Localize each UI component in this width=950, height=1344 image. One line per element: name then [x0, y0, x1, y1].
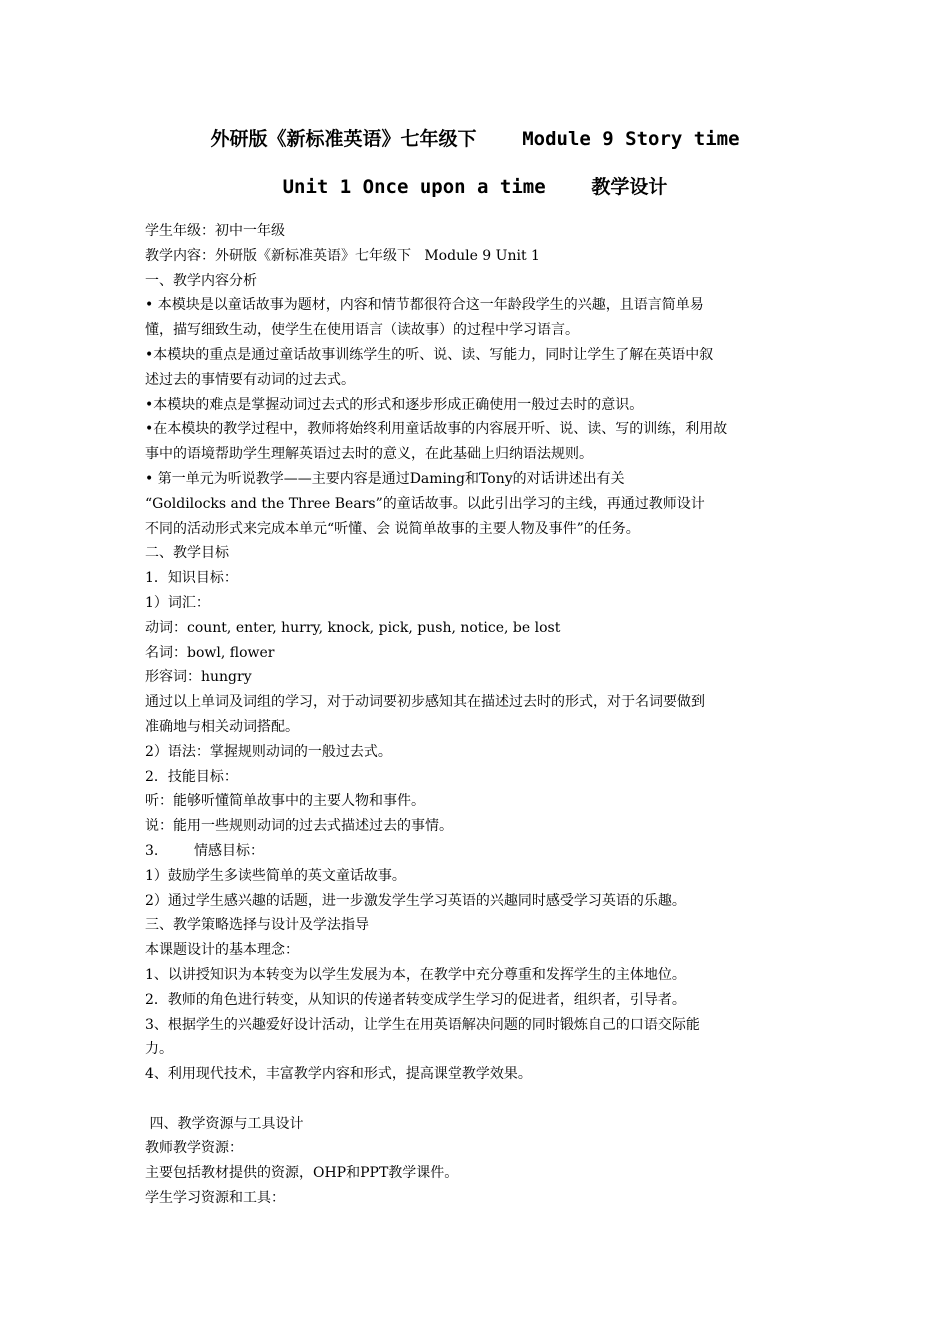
- text-line: 4、利用现代技术，丰富教学内容和形式，提高课堂教学效果。: [145, 1066, 532, 1083]
- text-line: 述过去的事情要有动词的过去式。: [145, 371, 355, 388]
- text-line: 力。: [145, 1041, 173, 1058]
- text-line: 说：能用一些规则动词的过去式描述过去的事情。: [145, 818, 453, 835]
- document-subtitle: Unit 1 Once upon a time 教学设计: [282, 176, 668, 198]
- text-line: 3、根据学生的兴趣爱好设计活动，让学生在用英语解决问题的同时锻炼自己的口语交际能: [145, 1016, 700, 1033]
- text-line: •本模块的难点是掌握动词过去式的形式和逐步形成正确使用一般过去时的意识。: [145, 396, 644, 413]
- text-line: 教师教学资源：: [145, 1140, 243, 1157]
- text-line: 三、教学策略选择与设计及学法指导: [145, 917, 369, 934]
- document-title: 外研版《新标准英语》七年级下 Module 9 Story time: [210, 128, 740, 150]
- text-line: 学生年级：初中一年级: [145, 223, 285, 239]
- text-line: 一、教学内容分析: [145, 272, 257, 289]
- text-line: 懂，描写细致生动，使学生在使用语言（读故事）的过程中学习语言。: [145, 322, 579, 339]
- text-line: 事中的语境帮助学生理解英语过去时的意义，在此基础上归纳语法规则。: [145, 446, 593, 463]
- text-line: 2．技能目标：: [145, 768, 238, 785]
- text-line: 1．知识目标：: [145, 570, 238, 587]
- text-line: •本模块的重点是通过童话故事训练学生的听、说、读、写能力，同时让学生了解在英语中叙: [145, 346, 714, 363]
- text-line: 听：能够听懂简单故事中的主要人物和事件。: [145, 793, 425, 810]
- text-line: 2）语法：掌握规则动词的一般过去式。: [145, 743, 392, 760]
- text-line: 四、教学资源与工具设计: [145, 1115, 304, 1132]
- text-line: 名词：bowl, flower: [145, 644, 275, 661]
- text-line: 教学内容：外研版《新标准英语》七年级下 Module 9 Unit 1: [145, 247, 540, 264]
- text-line: • 本模块是以童话故事为题材，内容和情节都很符合这一年龄段学生的兴趣，且语言简单易: [145, 297, 704, 314]
- text-line: 2）通过学生感兴趣的话题，进一步激发学生学习英语的兴趣同时感受学习英语的乐趣。: [145, 892, 686, 909]
- text-line: “Goldilocks and the Three Bears”的童话故事。以此引出学习的主线，再通过教师设计: [145, 495, 705, 512]
- text-line: 1）词汇：: [145, 594, 210, 611]
- text-line: 本课题设计的基本理念：: [145, 942, 299, 959]
- text-line: 学生学习资源和工具：: [145, 1190, 285, 1207]
- document-body: [145, 219, 815, 1211]
- text-line: 1）鼓励学生多读些简单的英文童话故事。: [145, 867, 406, 884]
- text-line: • 第一单元为听说教学——主要内容是通过Daming和Tony的对话讲述出有关: [145, 470, 625, 487]
- text-line: 形容词：hungry: [145, 669, 252, 686]
- text-line: 准确地与相关动词搭配。: [145, 718, 299, 735]
- text-line: 动词：count, enter, hurry, knock, pick, push, notice, be lost: [145, 619, 561, 636]
- text-line: 2．教师的角色进行转变，从知识的传递者转变成学生学习的促进者，组织者，引导者。: [145, 991, 686, 1008]
- text-line: 不同的活动形式来完成本单元“听懂、会 说简单故事的主要人物及事件”的任务。: [145, 520, 640, 537]
- text-line: 3. 情感目标：: [145, 842, 264, 859]
- text-line: 主要包括教材提供的资源，OHP和PPT教学课件。: [145, 1165, 459, 1182]
- text-line: 通过以上单词及词组的学习，对于动词要初步感知其在描述过去时的形式，对于名词要做到: [145, 694, 705, 711]
- text-line: 1、以讲授知识为本转变为以学生发展为本，在教学中充分尊重和发挥学生的主体地位。: [145, 966, 686, 983]
- blank-line: [145, 1087, 815, 1112]
- text-line: 二、教学目标: [145, 545, 229, 562]
- text-line: •在本模块的教学过程中，教师将始终利用童话故事的内容展开听、说、读、写的训练，利用故: [145, 421, 728, 438]
